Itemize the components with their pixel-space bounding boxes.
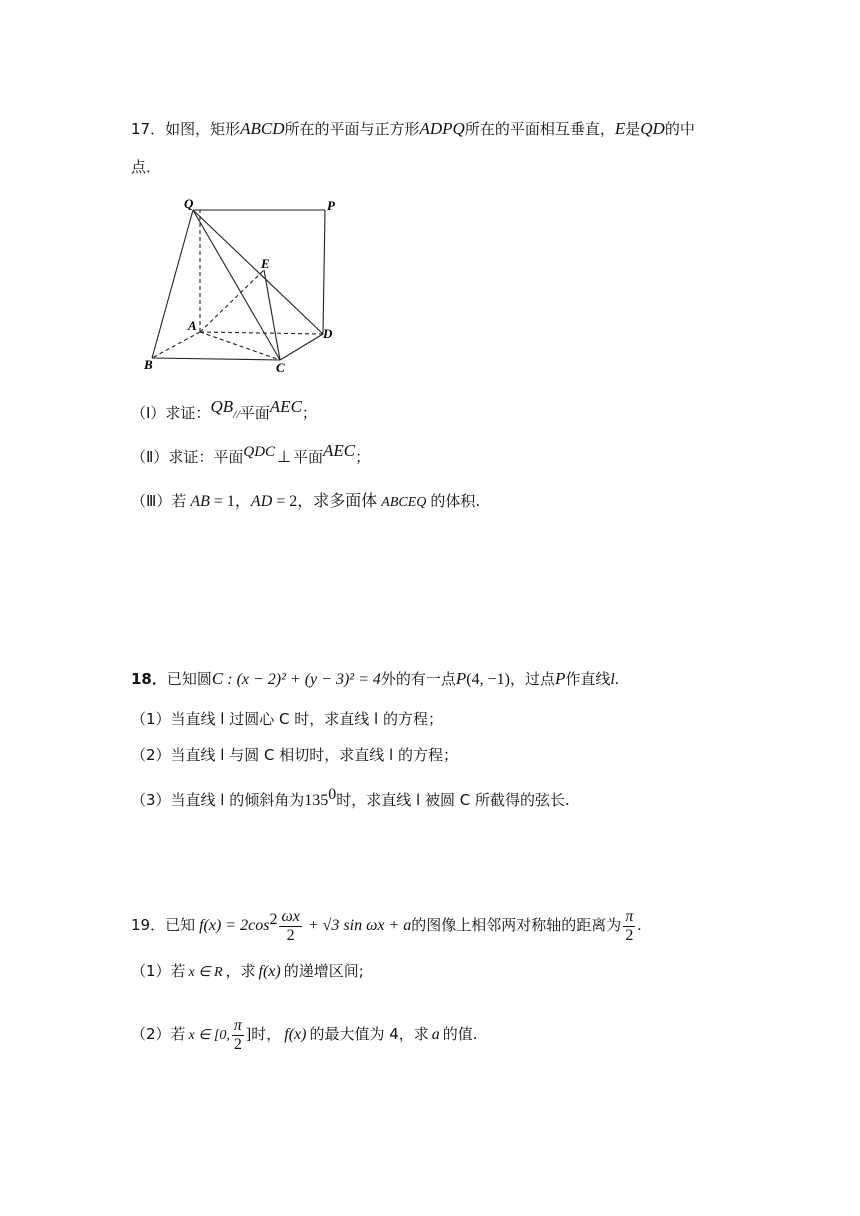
label-d: D (323, 326, 333, 341)
q19-sub1: （1）若 x ∈ R ，求 f(x) 的递增区间; (131, 962, 364, 980)
q17-number: 17． (131, 120, 166, 138)
label-c: C (276, 360, 285, 375)
q17-part2: （Ⅱ）求证：平面QDC ⊥ 平面AEC； (131, 441, 371, 466)
label-p: P (327, 198, 335, 213)
label-e: E (261, 256, 270, 271)
label-q: Q (184, 196, 194, 211)
q18-sub3: （3）当直线 l 的倾斜角为$135^0$时，求直线 l 被圆 C 所截得的弦长. (131, 786, 570, 809)
fraction-pi-over-2-interval: $\frac{\pi}{2}$ (233, 1016, 242, 1053)
edge-pd (323, 210, 325, 334)
edge-ae (200, 270, 264, 332)
edge-qd (193, 210, 323, 334)
fraction-pi-over-2: $\frac{\pi}{2}$ (625, 907, 634, 944)
q18-sub2: （2）当直线 l 与圆 C 相切时，求直线 l 的方程； (131, 746, 458, 764)
q19-line1: 19．已知 $f(x) = 2\cos^2$ $\frac{\omega x}{2}$ + √3 sin ωx + a的图像上相邻两对称轴的距离为 $\frac{\pi}{2}$ . (131, 907, 642, 944)
q19-number: 19． (131, 916, 166, 934)
label-b: B (144, 357, 153, 372)
label-a: A (188, 318, 197, 333)
q18-line1: 18．已知圆C : (x − 2)² + (y − 3)² = 4外的有一点P(4, −1)，过点P作直线l. (131, 669, 619, 688)
edge-ad (200, 332, 323, 334)
edge-ac (200, 332, 280, 360)
q17-line2: 点． (131, 158, 162, 176)
q18-sub1: （1）当直线 l 过圆心 C 时，求直线 l 的方程； (131, 710, 443, 728)
q17-part3: （Ⅲ）若 AB = 1，AD = 2，求多面体 ABCEQ 的体积. (131, 492, 481, 510)
q19-sub2: （2）若 x ∈ [0, $\frac{\pi}{2}$ ]时， f(x) 的最大值为 4，求 a 的值. (131, 1016, 478, 1053)
edge-qb (152, 210, 193, 358)
q17-part1: （Ⅰ）求证：QB//平面AEC； (131, 397, 317, 422)
q18-number: 18． (131, 670, 167, 688)
geometry-figure (140, 196, 350, 376)
edge-bc (152, 358, 280, 360)
edge-ab (152, 332, 200, 358)
q17-line1: 17．如图，矩形ABCD所在的平面与正方形ADPQ所在的平面相互垂直，E是QD的中 (131, 119, 695, 138)
edge-cd (280, 334, 323, 360)
fraction-omega-x-over-2: $\frac{\omega x}{2}$ (281, 907, 300, 944)
